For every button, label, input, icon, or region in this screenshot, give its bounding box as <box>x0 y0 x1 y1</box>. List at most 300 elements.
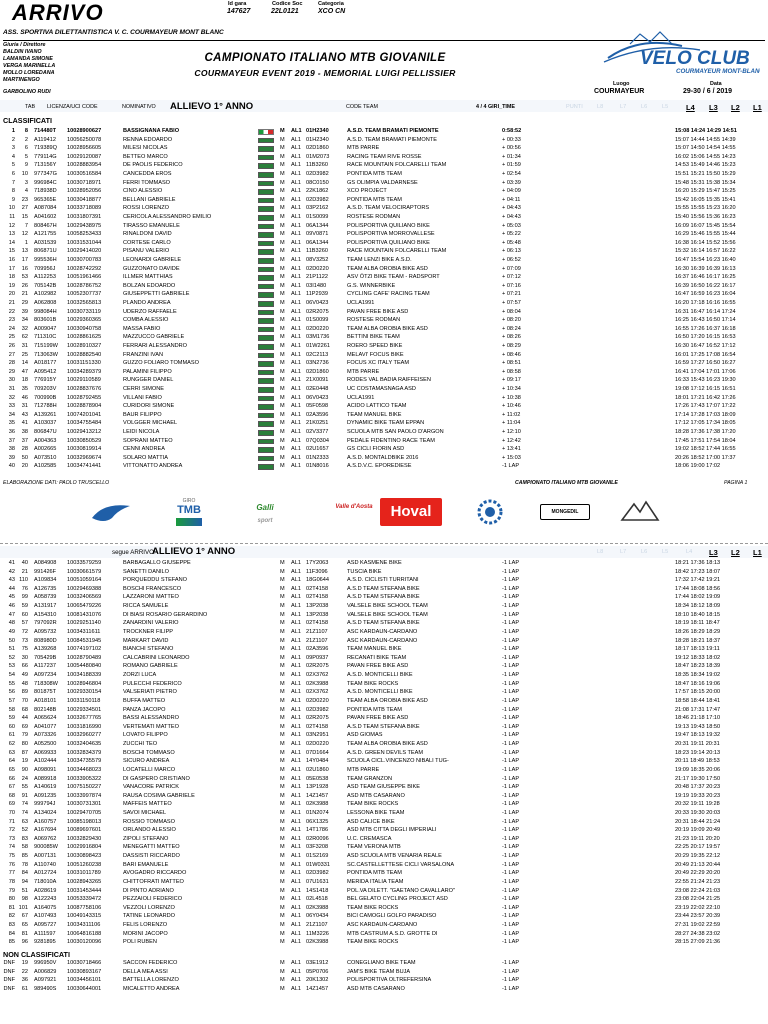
licence-cell: 803601B <box>34 317 57 324</box>
gap-cell: + 01:59 <box>502 162 521 169</box>
sex-cell: M <box>280 325 285 332</box>
region-flag-icon <box>258 258 274 264</box>
position-cell: 38 <box>8 446 15 453</box>
sex-cell: M <box>280 403 285 410</box>
category-cell: AL1 <box>291 153 301 160</box>
team-code-cell: 07Q0304 <box>306 437 330 444</box>
licence-cell: A112253 <box>34 274 56 281</box>
licence-cell: A140619 <box>34 784 57 791</box>
lap-times-cell: 20:29 19:35 22:12 <box>675 853 721 860</box>
rider-name-cell: ZIPOLI STEFANO <box>123 835 169 842</box>
lap-times-cell: 20:31 18:44 21:24 <box>675 818 721 825</box>
team-code-cell: 06Y0434 <box>306 913 329 920</box>
table-row <box>0 655 768 663</box>
region-flag-icon <box>258 224 274 230</box>
bib-cell: 40 <box>21 560 28 566</box>
team-code-cell: 11M3226 <box>306 930 329 937</box>
region-flag-icon <box>258 198 274 204</box>
bib-cell: 7 <box>24 222 28 229</box>
association-name: ASS. SPORTIVA DILETTANTISTICA V. C. COURMAYEUR MONT BLANC <box>3 29 224 36</box>
sex-cell: M <box>280 411 285 418</box>
position-cell: 24 <box>8 325 15 332</box>
bib-cell: 96 <box>21 939 28 946</box>
region-flag-icon <box>258 284 274 290</box>
rider-name-cell: TROCKNER FILIPP <box>123 628 174 635</box>
position-cell: 3 <box>11 145 15 152</box>
uci-code-cell: 10054480840 <box>67 663 102 670</box>
col-lap-l3: L3 <box>709 103 718 112</box>
position-cell: 48 <box>8 620 15 627</box>
team-code-cell: 21P1122 <box>306 274 328 281</box>
uci-code-cell: 10028861625 <box>67 334 102 341</box>
uci-code-cell: 10030731301 <box>67 801 102 808</box>
lap-times-cell: 18:19 18:11 18:47 <box>675 620 720 627</box>
category-cell: AL1 <box>291 809 301 816</box>
table-row <box>0 741 768 749</box>
team-code-cell: 02D1860 <box>306 368 329 375</box>
bib-cell: 76 <box>21 585 28 592</box>
table-row <box>0 663 768 671</box>
uci-code-cell: 10030700783 <box>67 257 102 263</box>
team-name-cell: PONTIDA MTB TEAM <box>347 196 402 203</box>
bib-cell: 80 <box>21 741 28 748</box>
gap-cell: + 02:54 <box>502 171 521 177</box>
team-name-cell: ASV ÖTZI BIKE TEAM - RADSPORT <box>347 274 440 281</box>
table-row <box>0 438 768 446</box>
team-name-cell: VALSELE BIKE SCHOOL TEAM <box>347 603 428 610</box>
category-cell: AL1 <box>291 463 301 470</box>
bib-cell: 19 <box>21 959 28 966</box>
licence-cell: 705142B <box>34 282 57 289</box>
uci-code-cell: 10084531945 <box>67 637 102 644</box>
bib-cell: 72 <box>21 628 28 635</box>
region-flag-icon <box>258 215 274 221</box>
uci-code-cell: 10028837676 <box>67 386 102 392</box>
rider-name-cell: VILLANI FABIO <box>123 394 162 401</box>
team-name-cell: TEAM LENZI BIKE A.S.D. <box>347 257 412 263</box>
rider-name-cell: ILLMER MATTHIAS <box>123 274 173 281</box>
gap-cell: -1 LAP <box>502 870 520 877</box>
team-code-cell: 03E1912 <box>306 959 329 966</box>
lap-times-cell: 15:32 16:14 16:57 16:22 <box>675 248 736 255</box>
category-cell: AL1 <box>291 179 301 186</box>
team-code-cell: 05P0706 <box>306 968 329 975</box>
category-cell: AL1 <box>291 637 301 644</box>
category-cell: AL1 <box>291 454 301 461</box>
lap-times-cell: 19:47 18:13 19:32 <box>675 732 721 739</box>
category-cell: AL1 <box>291 853 301 860</box>
position-cell: 11 <box>9 214 15 220</box>
lap-times-cell: 16:20 15:29 15:47 15:25 <box>675 188 736 195</box>
sex-cell: M <box>280 784 285 791</box>
team-name-cell: ROSTESE RODMAN <box>347 317 401 324</box>
category-cell: AL1 <box>291 959 301 966</box>
gap-cell: + 07:21 <box>502 291 521 298</box>
category-cell: AL1 <box>291 697 301 704</box>
table-row <box>0 205 768 213</box>
licence-cell: A109834 <box>34 577 57 584</box>
sex-cell: M <box>280 654 285 661</box>
licence-cell: 718308W <box>34 680 58 687</box>
gap-cell: -1 LAP <box>502 637 520 644</box>
col-lap-l3-p2: L3 <box>709 548 718 557</box>
team-name-cell: PONTIDA MTB TEAM <box>347 870 402 877</box>
uci-code-cell: 10034289379 <box>67 368 102 375</box>
table-row <box>0 326 768 334</box>
team-name-cell: A.S.D. MONTALDBIKE 2016 <box>347 454 419 461</box>
category-cell: AL1 <box>291 282 301 289</box>
uci-code-cell: 10065479226 <box>67 603 102 610</box>
lap-times-cell: 15:55 15:55 15:23 16:20 <box>675 205 736 212</box>
team-name-cell: ASD GIOMAS <box>347 732 383 739</box>
lap-times-cell: 15:08 14:24 14:29 14:51 <box>675 128 737 134</box>
team-name-cell: ASC KARDAUN-CARDANO <box>347 637 418 644</box>
table-row <box>0 646 768 654</box>
uci-code-cell: 10032829430 <box>67 835 102 842</box>
sex-cell: M <box>280 214 285 220</box>
region-flag-icon <box>258 456 274 462</box>
category-cell: AL1 <box>291 577 301 584</box>
team-name-cell: ASD MTB CASARANO <box>347 985 405 992</box>
licence-cell: A102585 <box>34 463 57 470</box>
lap-times-cell: 20:48 17:37 20:23 <box>675 784 721 791</box>
uci-code-cell: 10034188339 <box>67 672 102 679</box>
team-name-cell: A.S.D. TEAM BRAMATI PIEMONTE <box>347 136 437 143</box>
bib-cell: 22 <box>21 968 28 975</box>
table-row <box>0 862 768 870</box>
licence-cell: A065624 <box>34 715 57 722</box>
lap-times-cell: 14:53 15:49 14:46 15:23 <box>675 162 736 169</box>
col-lap-l4-p2: L4 <box>686 549 693 555</box>
position-cell: 31 <box>8 386 15 392</box>
team-name-cell: RECANATI BIKE TEAM <box>347 654 407 661</box>
position-cell: 7 <box>11 179 15 186</box>
bib-cell: 57 <box>21 620 28 627</box>
region-flag-icon <box>258 421 274 427</box>
bib-cell: 28 <box>21 446 28 453</box>
gap-cell: -1 LAP <box>502 985 520 992</box>
team-code-cell: 02R2075 <box>306 715 329 722</box>
licence-cell: A007131 <box>34 853 57 860</box>
category-cell: AL1 <box>291 594 301 601</box>
team-code-cell: 13P2038 <box>306 603 329 610</box>
uci-code-cell: 10033997874 <box>67 792 102 799</box>
uci-code-cell: 10031531044 <box>67 239 102 246</box>
rider-name-cell: BOSCHI TOMMASO <box>123 749 175 756</box>
gap-cell: + 08:51 <box>502 360 521 367</box>
region-flag-icon <box>258 344 274 350</box>
sex-cell: M <box>280 300 285 306</box>
team-code-cell: 11P2939 <box>306 291 328 298</box>
gap-cell: -1 LAP <box>502 844 520 851</box>
team-name-cell: FOCUS XC ITALY TEAM <box>347 360 410 367</box>
category-title-page-2: ALLIEVO 1° ANNO <box>152 546 236 557</box>
position-cell: 52 <box>8 654 15 661</box>
category-cell: AL1 <box>291 861 301 868</box>
licence-cell: A018177 <box>34 360 57 367</box>
lap-times-cell: 20:33 19:30 20:03 <box>675 809 721 816</box>
team-code-cell: 11F3096 <box>306 568 328 575</box>
position-cell: 61 <box>8 732 15 739</box>
gap-cell: + 08:46 <box>502 351 521 358</box>
table-row <box>0 681 768 689</box>
position-cell: DNF <box>3 977 15 984</box>
gap-cell: + 04:43 <box>502 205 521 212</box>
table-row <box>0 810 768 818</box>
category-cell: AL1 <box>291 222 301 229</box>
rider-name-cell: LAZZARONI MATTEO <box>123 594 179 601</box>
category-cell: AL1 <box>291 274 301 281</box>
position-cell: 83 <box>8 922 15 929</box>
gap-cell: -1 LAP <box>502 784 520 791</box>
team-code-cell: 02D1860 <box>306 145 329 152</box>
licence-cell: 713063W <box>34 351 58 358</box>
team-name-cell: MTB PARRE <box>347 766 380 773</box>
table-row <box>0 793 768 801</box>
category-cell: AL1 <box>291 654 301 661</box>
uci-code-cell: 10030819914 <box>67 446 102 453</box>
team-code-cell: 17Y2063 <box>306 560 329 566</box>
gap-cell: + 03:39 <box>502 179 521 186</box>
gap-cell: + 05:22 <box>502 231 521 238</box>
lap-times-cell: 21:08 17:31 17:47 <box>675 706 721 713</box>
region-flag-icon <box>258 310 274 316</box>
col-lap-l5-p2: L5 <box>662 549 669 555</box>
position-cell: 80 <box>8 896 15 903</box>
licence-cell: A062808 <box>34 300 57 306</box>
licence-cell: A004363 <box>34 437 57 444</box>
team-name-cell: A.S.D TEAM STEFANA BIKE <box>347 594 420 601</box>
sex-cell: M <box>280 861 285 868</box>
rider-name-cell: VANACORE PATRICK <box>123 784 179 791</box>
position-cell: 6 <box>11 171 15 177</box>
category-title: ALLIEVO 1° ANNO <box>170 101 254 112</box>
col-points: PUNTI <box>566 104 583 110</box>
rider-name-cell: BASSI ALESSANDRO <box>123 715 179 722</box>
position-cell: 84 <box>8 930 15 937</box>
bib-cell: 2 <box>24 136 28 143</box>
uci-code-cell: 10028946804 <box>67 680 102 687</box>
uci-code-cell: 10032565813 <box>67 300 102 306</box>
licence-cell: 709956J <box>34 265 56 272</box>
col-code-team: CODE TEAM <box>346 104 378 110</box>
gap-cell: -1 LAP <box>502 585 520 592</box>
region-flag-icon <box>258 275 274 281</box>
gap-cell: -1 LAP <box>502 697 520 704</box>
licence-cell: 996984C <box>34 179 57 186</box>
table-row <box>0 343 768 351</box>
col-lap-l8: L8 <box>597 104 604 110</box>
gap-cell: -1 LAP <box>502 568 520 575</box>
position-cell: 25 <box>8 334 15 341</box>
team-code-cell: 07D1664 <box>306 749 329 756</box>
licence-cell: A073326 <box>34 732 57 739</box>
lap-times-cell: 16:30 16:47 16:52 17:12 <box>675 343 736 349</box>
category-cell: AL1 <box>291 818 301 825</box>
team-code-cell: 03N2951 <box>306 732 329 739</box>
gap-cell: + 00:33 <box>502 136 521 143</box>
uci-code-cell: 10028790489 <box>67 654 102 661</box>
lap-times-cell: 17:57 18:15 20:00 <box>675 689 721 696</box>
uci-code-cell: 10028883954 <box>67 162 102 169</box>
gap-cell: -1 LAP <box>502 741 520 748</box>
bib-cell: 50 <box>21 454 28 461</box>
table-row <box>0 412 768 420</box>
team-name-cell: TEAM GRANZON <box>347 775 393 782</box>
licence-cell: 709203V <box>34 386 57 392</box>
uci-code-cell: 10034468023 <box>67 766 102 773</box>
sex-cell: M <box>280 628 285 635</box>
licence-cell: A139268 <box>34 646 57 653</box>
gap-cell: -1 LAP <box>502 594 520 601</box>
sex-cell: M <box>280 844 285 851</box>
bib-cell: 41 <box>21 420 28 427</box>
team-code-cell: 02D0220 <box>306 741 329 748</box>
table-row <box>0 969 768 977</box>
uci-code-cell: 10030661579 <box>67 568 102 575</box>
bib-cell: 65 <box>21 922 28 929</box>
gap-cell: + 07:09 <box>502 265 521 272</box>
lap-times-cell: 18:26 18:29 18:29 <box>675 628 721 635</box>
position-cell: 76 <box>8 861 15 868</box>
table-row <box>0 922 768 930</box>
licence-cell: A126735 <box>34 585 57 592</box>
sex-cell: M <box>280 870 285 877</box>
table-row <box>0 231 768 239</box>
team-name-cell: ROSTESE RODMAN <box>347 214 401 220</box>
uci-code-cell: 10029470705 <box>67 809 102 816</box>
lap-times-cell: 19:12 18:33 18:02 <box>675 654 721 661</box>
date-label: Data <box>710 81 722 87</box>
uci-code-cell: 10056250078 <box>67 136 102 143</box>
gap-cell: 0:58:52 <box>502 128 522 134</box>
rider-name-cell: ORLANDO ALESSIO <box>123 827 176 834</box>
licence-cell: 779114G <box>34 153 57 160</box>
team-name-cell: U.C. CREMASCA <box>347 835 392 842</box>
bib-cell: 99 <box>21 594 28 601</box>
position-cell: 27 <box>8 351 15 358</box>
gap-cell: -1 LAP <box>502 775 520 782</box>
gap-cell: -1 LAP <box>502 904 520 911</box>
lap-times-cell: 16:09 16:07 15:45 15:54 <box>675 222 736 229</box>
sex-cell: M <box>280 801 285 808</box>
lap-times-cell: 20:49 21:13 20:44 <box>675 861 721 868</box>
col-lap-l6-p2: L6 <box>641 549 648 555</box>
table-row <box>0 569 768 577</box>
bib-cell: 60 <box>21 611 28 618</box>
category-cell: AL1 <box>291 300 301 306</box>
position-cell: 58 <box>8 706 15 713</box>
uci-code-cell: 10034755484 <box>67 420 102 427</box>
region-flag-icon <box>258 241 274 247</box>
gap-cell: -1 LAP <box>502 878 520 885</box>
rider-name-cell: PEZZAIOLI FEDERICO <box>123 896 183 903</box>
rider-name-cell: VOLGGER MICHAEL <box>123 420 178 427</box>
team-name-cell: PAVAN FREE BIKE ASD <box>347 715 409 722</box>
gap-cell: + 08:20 <box>502 317 521 324</box>
championship-title: CAMPIONATO ITALIANO MTB GIOVANILE <box>204 52 446 64</box>
category-cell: AL1 <box>291 922 301 929</box>
category-cell: AL1 <box>291 360 301 367</box>
team-code-cell: 21K0251 <box>306 420 329 427</box>
team-name-cell: RACING TEAM RIVE ROSSE <box>347 153 422 160</box>
bib-cell: 91 <box>21 792 28 799</box>
table-row <box>0 784 768 792</box>
rider-name-cell: CURIDORI SIMONE <box>123 403 175 410</box>
bib-cell: 21 <box>21 568 28 575</box>
table-row <box>0 560 768 568</box>
team-name-cell: BETTINI BIKE TEAM <box>347 334 400 341</box>
table-row <box>0 819 768 827</box>
team-name-cell: BICI CAMOGLI GOLFO PARADISO <box>347 913 437 920</box>
licence-cell: A160757 <box>34 818 57 825</box>
lap-times-cell: 18:23 19:14 20:13 <box>675 749 721 756</box>
category-cell: AL1 <box>291 248 301 255</box>
col-tab: TAB <box>25 104 36 110</box>
bib-cell: 48 <box>21 680 28 687</box>
gap-cell: + 09:17 <box>502 377 521 384</box>
region-flag-icon <box>258 163 274 169</box>
team-code-cell: 06A1344 <box>306 222 329 229</box>
category-cell: AL1 <box>291 620 301 627</box>
licence-cell: A139261 <box>34 411 57 418</box>
col-lap-l6: L6 <box>641 104 648 110</box>
rider-name-cell: DASSISTI RICCARDO <box>123 853 180 860</box>
lap-times-cell: 18:35 18:34 19:02 <box>675 672 721 679</box>
rider-name-cell: VITTONATTO ANDREA <box>123 463 183 470</box>
sex-cell: M <box>280 939 285 946</box>
table-row <box>0 137 768 145</box>
team-name-cell: TEAM BIKE ROCKS <box>347 801 399 808</box>
lap-times-cell: 16:33 15:43 16:23 19:30 <box>675 377 736 384</box>
sex-cell: M <box>280 196 285 203</box>
table-row <box>0 758 768 766</box>
col-lap-l8-p2: L8 <box>597 549 604 555</box>
gap-cell: -1 LAP <box>502 723 520 730</box>
table-row <box>0 905 768 913</box>
sex-cell: M <box>280 646 285 653</box>
position-cell: 57 <box>8 697 15 704</box>
gap-cell: + 04:09 <box>502 188 521 195</box>
sex-cell: M <box>280 809 285 816</box>
gap-cell: -1 LAP <box>502 611 520 618</box>
licence-cell: A009047 <box>34 325 57 332</box>
bib-cell: 62 <box>21 334 28 341</box>
category-cell: AL1 <box>291 968 301 975</box>
sex-cell: M <box>280 179 285 186</box>
team-name-cell: TEAM ALBA OROBIA BIKE ASD <box>347 325 428 332</box>
licence-cell: A095412 <box>34 368 57 375</box>
table-row <box>0 724 768 732</box>
licence-cell: A012724 <box>34 870 57 877</box>
table-row <box>0 715 768 723</box>
table-row <box>0 274 768 282</box>
table-row <box>0 931 768 939</box>
bib-cell: 74 <box>21 809 28 816</box>
uci-code-cell: 10075150227 <box>67 784 102 791</box>
uci-code-cell: 10028742292 <box>67 265 102 272</box>
date: 29-30 / 6 / 2019 <box>683 88 733 95</box>
bib-cell: 66 <box>21 663 28 670</box>
region-flag-icon <box>258 396 274 402</box>
team-code-cell: 08V3252 <box>306 257 329 263</box>
bird-logo <box>90 500 134 526</box>
lap-times-cell: 18:06 19:00 17:02 <box>675 463 721 470</box>
position-cell: 1 <box>11 128 15 134</box>
position-cell: 63 <box>8 749 15 756</box>
gap-cell: -1 LAP <box>502 959 520 966</box>
table-row <box>0 171 768 179</box>
